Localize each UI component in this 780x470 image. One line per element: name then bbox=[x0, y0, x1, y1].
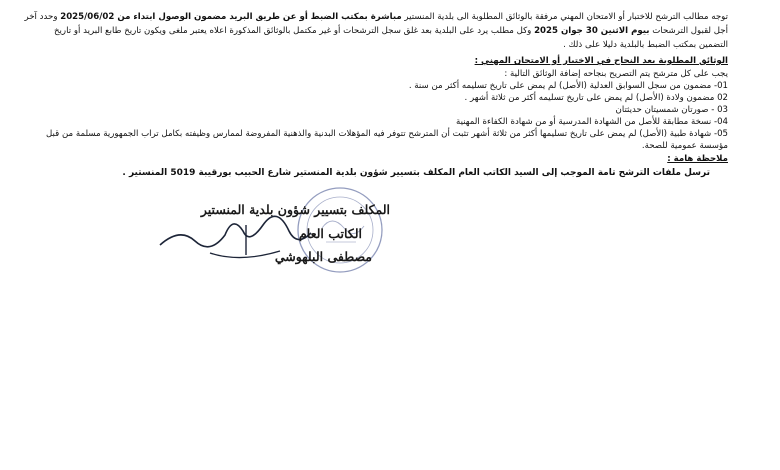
intro-text: وكل مطلب يرد على البلدية بعد غلق سجل الترشحات أو غير مكتمل بالوثائق المذكورة اعلاه يعتبر ملغى ويكون تاريخ طابع البريد أو تاريخ bbox=[53, 26, 535, 36]
document-item: 04- نسخة مطابقة للأصل من الشهادة المدرسية أو من شهادة الكفاءة المهنية bbox=[455, 117, 728, 127]
document-item: 01- مضمون من سجل السوابق العدلية (الأصل) لم يمض على تاريخ تسليمه أكثر من سنة . bbox=[408, 81, 728, 91]
document-item: مؤسسة عمومية للصحة. bbox=[641, 141, 728, 151]
intro-deadline-start: مباشرة بمكتب الضبط أو عن طريق البريد مضمون الوصول ابتداء من 2025/06/02 bbox=[60, 12, 402, 22]
intro-line-3: التضمين بمكتب الضبط بالبلدية دليلا على ذلك . bbox=[563, 40, 728, 50]
signature-title: المكلف بتسيير شؤون بلدية المنستير bbox=[200, 202, 390, 217]
document-item: 05- شهادة طبية (الأصل) لم يمض على تاريخ تسليمها أكثر من ثلاثة أشهر تثبت أن المترشح تتوفر فيه المؤهلات البدنية والذهنية المفروضة لممارس وظيفته بكامل تراب الجمهورية مسلمة من قبل bbox=[46, 129, 728, 139]
documents-subheading: يجب على كل مترشح يتم التصريح بنجاحه إضافة الوثائق التالية : bbox=[504, 69, 728, 79]
document-item: 03 - صورتان شمسيتان حديثتان bbox=[615, 105, 728, 115]
intro-line-2 bbox=[54, 26, 728, 37]
documents-heading: الوثائق المطلوبة بعد النجاح في الاختبار أو الامتحان المهني : bbox=[474, 56, 728, 66]
intro-line-1 bbox=[25, 12, 729, 23]
note-heading: ملاحظة هامة : bbox=[667, 154, 728, 164]
signature-name: مصطفى البلهوشي bbox=[274, 249, 372, 264]
intro-deadline-end: بيوم الاثنين 30 جوان 2025 bbox=[534, 26, 650, 36]
intro-text: توجه مطالب الترشح للاختبار أو الامتحان المهني مرفقة بالوثائق المطلوبة الى بلدية المنستير bbox=[401, 12, 728, 22]
document-item: 02 مضمون ولادة (الأصل) لم يمض على تاريخ تسليمه أكثر من ثلاثة أشهر . bbox=[464, 93, 728, 103]
intro-text: وحدد آخر bbox=[24, 12, 61, 22]
note-text: ترسل ملفات الترشح تامة الموجب إلى السيد الكاتب العام المكلف بتسيير شؤون بلدية المنستير شارع الحبيب بورقيبة 5019 المنستير . bbox=[122, 168, 710, 178]
signature-role: الكاتب العام bbox=[299, 226, 362, 241]
intro-text: أجل لقبول الترشحات bbox=[649, 26, 728, 36]
